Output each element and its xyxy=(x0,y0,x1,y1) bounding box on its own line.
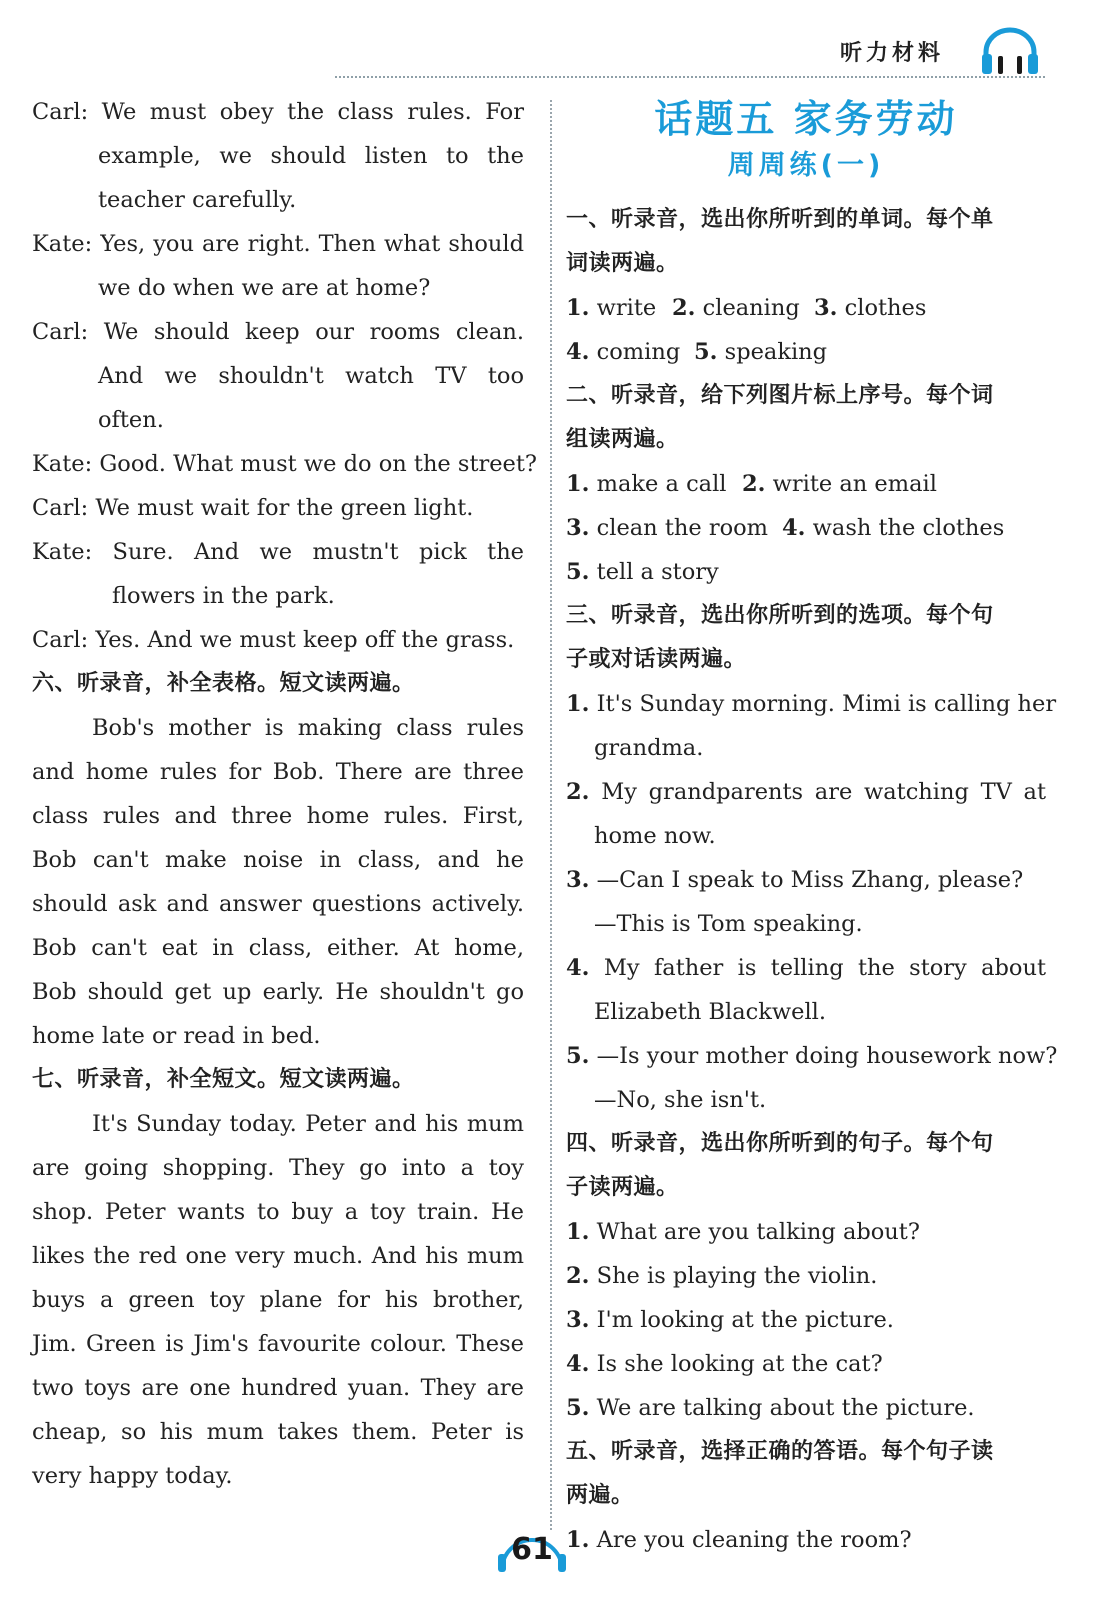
section-7-title: 七、听录音，补全短文。短文读两遍。 xyxy=(32,1067,415,1092)
list-item: 4. Is she looking at the cat? xyxy=(566,1351,883,1377)
passage-line: Bob should get up early. He shouldn't go xyxy=(32,979,524,1005)
list-item: 1. It's Sunday morning. Mimi is calling her xyxy=(566,691,1057,717)
dialogue-line: Carl: We should keep our rooms clean. xyxy=(32,319,524,345)
dialogue-line: example, we should listen to the xyxy=(98,143,524,169)
headphone-icon xyxy=(978,26,1042,78)
dialogue-line: teacher carefully. xyxy=(98,187,297,213)
passage-line: Jim. Green is Jim's favourite colour. These xyxy=(32,1331,524,1357)
list-item: 3. I'm looking at the picture. xyxy=(566,1307,894,1333)
section-7-passage xyxy=(32,1102,524,1498)
list-item: 3. clothes xyxy=(814,295,927,321)
section-4-title: 子读两遍。 xyxy=(566,1175,679,1200)
list-item: 4. wash the clothes xyxy=(782,515,1005,541)
column-divider xyxy=(550,100,552,1530)
list-item-continuation: —This is Tom speaking. xyxy=(594,911,863,937)
passage-line: Bob can't eat in class, either. At home, xyxy=(32,935,524,961)
dialogue-line: Carl: We must wait for the green light. xyxy=(32,495,474,521)
list-item: 5. tell a story xyxy=(566,559,719,585)
list-item: 3. —Can I speak to Miss Zhang, please? xyxy=(566,867,1024,893)
passage-line: home late or read in bed. xyxy=(32,1023,321,1049)
phrase-row xyxy=(566,506,1046,550)
phrase-row xyxy=(566,550,1046,594)
passage-line: very happy today. xyxy=(32,1463,233,1489)
section-4-title: 四、听录音，选出你所听到的句子。每个句 xyxy=(566,1131,994,1156)
dialogue-line: often. xyxy=(98,407,164,433)
passage-line: Bob's mother is making class rules xyxy=(92,715,524,741)
list-item: 1. make a call xyxy=(566,471,727,497)
list-item-continuation: grandma. xyxy=(594,735,704,761)
passage-line: class rules and three home rules. First, xyxy=(32,803,524,829)
passage-line: two toys are one hundred yuan. They are xyxy=(32,1375,524,1401)
word-row xyxy=(566,286,1046,330)
section-4-items xyxy=(566,1210,1046,1430)
list-item: 2. My grandparents are watching TV at xyxy=(566,779,1046,805)
passage-line: and home rules for Bob. There are three xyxy=(32,759,524,785)
list-item: 2. write an email xyxy=(742,471,937,497)
dialogue-line: we do when we are at home? xyxy=(98,275,431,301)
list-item-continuation: home now. xyxy=(594,823,716,849)
dialogue-line: Carl: Yes. And we must keep off the grass. xyxy=(32,627,515,653)
list-item: 3. clean the room xyxy=(566,515,769,541)
topic-title: 话题五 家务劳动 xyxy=(654,97,958,141)
list-item: 4. coming xyxy=(566,339,681,365)
section-2-title: 二、听录音，给下列图片标上序号。每个词 xyxy=(566,383,994,408)
dialogue-line: Kate: Sure. And we mustn't pick the xyxy=(32,539,524,565)
phrase-row xyxy=(566,462,1046,506)
passage-line: It's Sunday today. Peter and his mum xyxy=(92,1111,524,1137)
section-2-title: 组读两遍。 xyxy=(566,427,679,452)
dialogue-line: Kate: Good. What must we do on the street? xyxy=(32,451,537,477)
passage-line: likes the red one very much. And his mum xyxy=(32,1243,524,1269)
left-column xyxy=(32,90,537,1498)
dialogue-line: Carl: We must obey the class rules. For xyxy=(32,99,524,125)
topic-subtitle: 周周练(一) xyxy=(727,150,885,181)
section-1-title: 词读两遍。 xyxy=(566,251,679,276)
dialogue-line: Kate: Yes, you are right. Then what should xyxy=(32,231,524,257)
section-3-title: 子或对话读两遍。 xyxy=(566,647,747,672)
dialogue-line: flowers in the park. xyxy=(112,583,335,609)
dialogue-line: And we shouldn't watch TV too xyxy=(98,363,524,389)
dialogue xyxy=(32,90,537,662)
list-item-continuation: Elizabeth Blackwell. xyxy=(594,999,826,1025)
section-6-passage xyxy=(32,706,524,1058)
section-5-title: 两遍。 xyxy=(566,1483,634,1508)
list-item: 5. —Is your mother doing housework now? xyxy=(566,1043,1058,1069)
list-item: 2. She is playing the violin. xyxy=(566,1263,878,1289)
list-item: 4. My father is telling the story about xyxy=(566,955,1047,981)
page-number: 61 xyxy=(511,1532,553,1567)
passage-line: should ask and answer questions actively. xyxy=(32,891,524,917)
header-label: 听力材料 xyxy=(840,41,945,66)
list-item: 5. We are talking about the picture. xyxy=(566,1395,975,1421)
section-3-title: 三、听录音，选出你所听到的选项。每个句 xyxy=(566,603,994,628)
passage-line: buys a green toy plane for his brother, xyxy=(32,1287,524,1313)
section-5-items xyxy=(566,1518,1046,1562)
passage-line: cheap, so his mum takes them. Peter is xyxy=(32,1419,524,1445)
section-5-title: 五、听录音，选择正确的答语。每个句子读 xyxy=(566,1439,994,1464)
passage-line: Bob can't make noise in class, and he xyxy=(32,847,524,873)
header-divider xyxy=(335,76,1045,78)
list-item-continuation: —No, she isn't. xyxy=(594,1087,767,1113)
section-3-items xyxy=(566,682,1058,1122)
list-item: 5. speaking xyxy=(694,339,828,365)
list-item: 1. What are you talking about? xyxy=(566,1219,920,1245)
passage-line: shop. Peter wants to buy a toy train. He xyxy=(32,1199,524,1225)
list-item: 1. Are you cleaning the room? xyxy=(566,1527,912,1553)
right-column xyxy=(566,90,1058,1562)
list-item: 2. cleaning xyxy=(672,295,800,321)
list-item: 1. write xyxy=(566,295,657,321)
section-1-title: 一、听录音，选出你所听到的单词。每个单 xyxy=(566,207,994,232)
word-row xyxy=(566,330,1046,374)
passage-line: are going shopping. They go into a toy xyxy=(32,1155,524,1181)
section-6-title: 六、听录音，补全表格。短文读两遍。 xyxy=(32,671,415,696)
